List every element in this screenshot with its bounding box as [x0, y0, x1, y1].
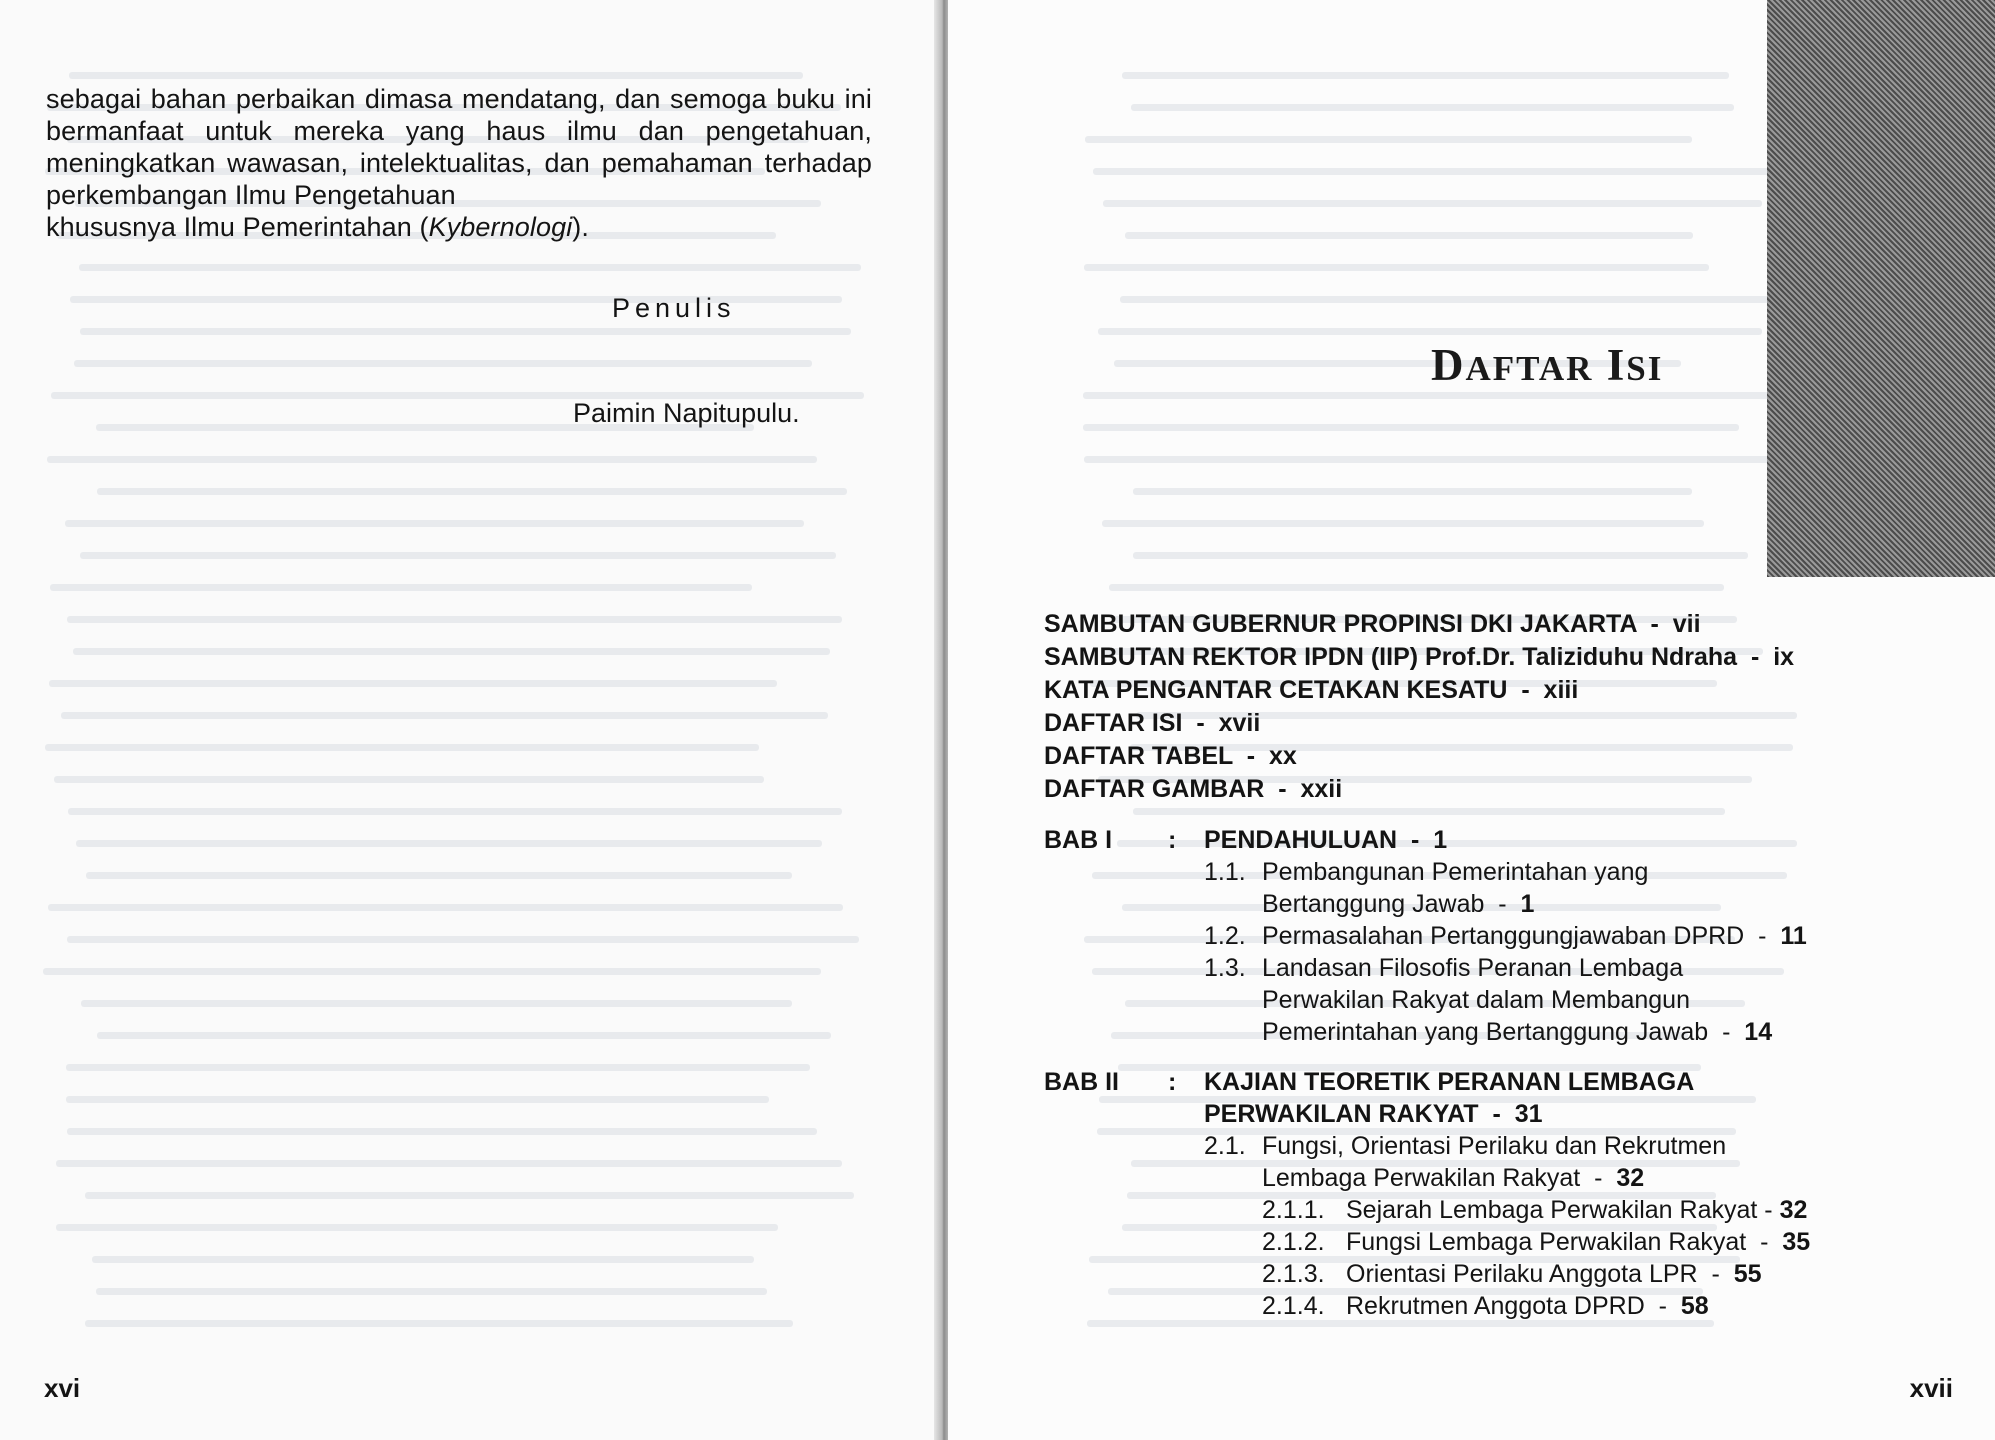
toc-heading — [1431, 339, 1663, 391]
ghost-line — [67, 1128, 817, 1135]
ghost-line — [56, 1160, 842, 1167]
chapter-title-line: KAJIAN TEORETIK PERANAN LEMBAGA — [1204, 1068, 1695, 1096]
ghost-line — [1085, 136, 1691, 143]
ghost-line — [97, 488, 847, 495]
entry-separator: - — [1760, 1228, 1769, 1256]
entry-page: 1 — [1433, 826, 1448, 854]
chapter-title-line: PERWAKILAN RAKYAT — [1204, 1100, 1479, 1128]
toc-subsection — [1044, 1194, 1944, 1226]
ghost-line — [69, 72, 802, 79]
left-page — [0, 0, 940, 1440]
entry-separator: - — [1722, 1018, 1731, 1046]
ghost-line — [66, 1096, 769, 1103]
chapter-label: BAB I — [1044, 826, 1113, 854]
ghost-line — [1133, 488, 1692, 495]
signature-role: Penulis — [612, 293, 736, 323]
entry-page: 32 — [1779, 1196, 1808, 1224]
ghost-line — [67, 936, 859, 943]
ghost-line — [49, 680, 777, 687]
ghost-line — [1122, 72, 1729, 79]
ghost-line — [96, 1288, 767, 1295]
subsection-number: 2.1.3. — [1262, 1260, 1325, 1288]
section-title — [1262, 856, 1648, 920]
toc-front-entry — [1044, 641, 1944, 674]
section-title — [1262, 920, 1807, 952]
subsection-number: 2.1.1. — [1262, 1196, 1325, 1224]
toc-section-1-3 — [1044, 952, 1944, 1048]
section-title-line: Pembangunan Pemerintahan yang — [1262, 858, 1649, 886]
toc-subsection — [1044, 1226, 1944, 1258]
ghost-line — [66, 1064, 810, 1071]
ghost-line — [54, 776, 764, 783]
entry-separator: - — [1498, 890, 1507, 918]
subsection-title-text: Rekrutmen Anggota DPRD — [1346, 1292, 1645, 1320]
entry-separator: - — [1594, 1164, 1603, 1192]
entry-page: 14 — [1744, 1018, 1773, 1046]
closing-paragraph — [46, 83, 872, 243]
entry-separator: - — [1410, 826, 1420, 854]
toc-front-entry — [1044, 707, 1944, 740]
ghost-line — [1109, 584, 1724, 591]
chapter-title — [1204, 1066, 1694, 1130]
entry-separator: - — [1650, 610, 1659, 638]
section-title-line: Bertanggung Jawab — [1262, 890, 1485, 918]
kybernologi-italic: Kybernologi — [428, 212, 573, 242]
heading-cap-d: D — [1431, 340, 1466, 390]
ghost-line — [47, 456, 816, 463]
section-number: 1.1. — [1204, 858, 1246, 886]
paragraph-line: pengetahuan, meningkatkan wawasan, intelektualitas, dan — [46, 116, 872, 178]
toc-front-entry — [1044, 740, 1944, 773]
ghost-line — [97, 1032, 831, 1039]
entry-separator: - — [1758, 922, 1767, 950]
ghost-line — [80, 552, 836, 559]
toc-front-entry — [1044, 608, 1944, 641]
section-title — [1262, 952, 1772, 1048]
heading-rest-aftar: AFTAR — [1465, 349, 1594, 388]
entry-separator: - — [1751, 643, 1760, 671]
ghost-line — [76, 840, 822, 847]
chapter-title-text: PENDAHULUAN — [1204, 826, 1398, 854]
ghost-line — [1098, 328, 1763, 335]
section-number: 1.2. — [1204, 922, 1246, 950]
section-number: 1.3. — [1204, 954, 1246, 982]
ghost-line — [1084, 264, 1709, 271]
ghost-line — [50, 584, 752, 591]
toc-front-entry — [1044, 674, 1944, 707]
section-title-line: Pemerintahan yang Bertanggung Jawab — [1262, 1018, 1709, 1046]
section-title-line: Permasalahan Pertanggungjawaban DPRD — [1262, 922, 1745, 950]
section-number: 2.1. — [1204, 1132, 1246, 1160]
heading-cap-i: I — [1606, 340, 1627, 390]
entry-page: xiii — [1543, 676, 1579, 704]
entry-separator: - — [1278, 775, 1287, 803]
entry-page: xxii — [1300, 775, 1343, 803]
toc-section-2-1 — [1044, 1130, 1944, 1194]
toc-section-1-2 — [1044, 920, 1944, 952]
heading-rest-si: SI — [1626, 349, 1664, 388]
entry-title: DAFTAR TABEL — [1044, 742, 1233, 770]
chapter-label: BAB II — [1044, 1068, 1119, 1096]
entry-title: KATA PENGANTAR CETAKAN KESATU — [1044, 676, 1508, 704]
entry-page: ix — [1773, 643, 1795, 671]
entry-separator: - — [1246, 742, 1256, 770]
entry-separator: - — [1196, 709, 1205, 737]
entry-separator: - — [1492, 1100, 1501, 1128]
table-of-contents — [1044, 608, 1944, 1322]
entry-separator: - — [1521, 676, 1530, 704]
section-title-line: Fungsi, Orientasi Perilaku dan Rekrutmen — [1262, 1132, 1727, 1160]
ghost-line — [1120, 296, 1791, 303]
ghost-line — [67, 616, 842, 623]
ghost-line — [85, 1320, 793, 1327]
ghost-line — [81, 1000, 793, 1007]
entry-page: 55 — [1733, 1260, 1762, 1288]
ghost-line — [85, 1192, 855, 1199]
entry-page: 1 — [1520, 890, 1535, 918]
toc-subsection — [1044, 1258, 1944, 1290]
ghost-line — [61, 712, 828, 719]
entry-title: SAMBUTAN GUBERNUR PROPINSI DKI JAKARTA — [1044, 610, 1637, 638]
last-line-end: ). — [572, 212, 589, 242]
subsection-title — [1346, 1194, 1807, 1226]
subsection-number: 2.1.4. — [1262, 1292, 1325, 1320]
section-title-line: Perwakilan Rakyat dalam Membangun — [1262, 986, 1690, 1014]
ghost-line — [1103, 200, 1762, 207]
paragraph-line: buku ini bermanfaat untuk mereka yang haus ilmu dan — [46, 84, 872, 146]
entry-page: 11 — [1780, 922, 1807, 950]
entry-page: vii — [1672, 610, 1701, 638]
right-page — [948, 0, 1995, 1440]
subsection-number: 2.1.2. — [1262, 1228, 1325, 1256]
entry-title: DAFTAR ISI — [1044, 709, 1183, 737]
page-number-right: xvii — [1909, 1373, 1953, 1403]
entry-title: DAFTAR GAMBAR — [1044, 775, 1265, 803]
toc-front-entry — [1044, 773, 1944, 806]
ghost-line — [80, 328, 851, 335]
ghost-line — [1125, 232, 1693, 239]
ghost-line — [73, 648, 831, 655]
chapter-colon: : — [1168, 826, 1177, 854]
ghost-line — [1093, 168, 1792, 175]
toc-chapter-1 — [1044, 824, 1944, 856]
paragraph-line: sebagai bahan perbaikan dimasa mendatang, dan semoga — [46, 84, 767, 114]
section-title-line: Landasan Filosofis Peranan Lembaga — [1262, 954, 1684, 982]
section-title-line: Lembaga Perwakilan Rakyat — [1262, 1164, 1581, 1192]
section-title — [1262, 1130, 1726, 1194]
signature-name: Paimin Napitupulu. — [573, 398, 800, 428]
ghost-line — [65, 520, 804, 527]
paragraph-last-line — [46, 211, 872, 243]
ghost-line — [1083, 424, 1739, 431]
entry-title: SAMBUTAN REKTOR IPDN (IIP) Prof.Dr. Taliziduhu Ndraha — [1044, 643, 1738, 671]
subsection-title-text: Fungsi Lembaga Perwakilan Rakyat — [1346, 1228, 1747, 1256]
paragraph-line: pemahaman terhadap perkembangan Ilmu Pengetahuan — [46, 148, 872, 210]
entry-separator: - — [1658, 1292, 1667, 1320]
entry-separator: - — [1711, 1260, 1720, 1288]
entry-page: xvii — [1218, 709, 1261, 737]
entry-page: 31 — [1514, 1100, 1543, 1128]
subsection-title-text: Orientasi Perilaku Anggota LPR — [1346, 1260, 1698, 1288]
ghost-line — [1083, 392, 1780, 399]
entry-page: xx — [1269, 742, 1297, 770]
ghost-line — [1133, 552, 1748, 559]
entry-page: 58 — [1680, 1292, 1709, 1320]
ghost-line — [79, 264, 860, 271]
entry-page: 32 — [1616, 1164, 1645, 1192]
chapter-title — [1204, 824, 1447, 856]
subsection-title — [1346, 1290, 1709, 1322]
chapter-colon: : — [1168, 1068, 1177, 1096]
ghost-line — [1131, 104, 1734, 111]
ghost-line — [86, 872, 792, 879]
ghost-line — [43, 968, 821, 975]
ghost-line — [48, 904, 843, 911]
ghost-line — [1084, 456, 1787, 463]
ghost-line — [56, 1224, 778, 1231]
ghost-line — [1102, 520, 1705, 527]
entry-separator: - — [1764, 1196, 1773, 1224]
ghost-line — [68, 808, 841, 815]
corner-halftone-tint — [1767, 0, 1995, 577]
ghost-line — [45, 744, 759, 751]
toc-section-1-1 — [1044, 856, 1944, 920]
entry-page: 35 — [1782, 1228, 1811, 1256]
subsection-title-text: Sejarah Lembaga Perwakilan Rakyat — [1346, 1196, 1758, 1224]
page-number-left: xvi — [44, 1373, 81, 1403]
subsection-title — [1346, 1258, 1762, 1290]
ghost-line — [92, 1256, 754, 1263]
toc-subsection — [1044, 1290, 1944, 1322]
toc-chapter-2 — [1044, 1066, 1944, 1130]
subsection-title — [1346, 1226, 1810, 1258]
ghost-line — [74, 360, 812, 367]
last-line-start: khususnya Ilmu Pemerintahan ( — [46, 212, 429, 242]
